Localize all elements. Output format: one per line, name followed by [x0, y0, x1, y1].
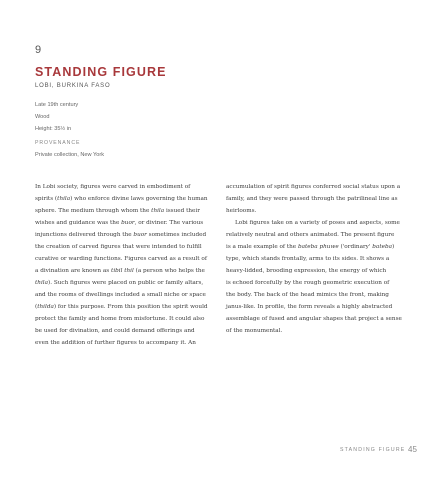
- text-line: Lobi figures take on a variety of poses and aspects, some: [235, 220, 400, 226]
- text-run: ('ordinary': [338, 244, 373, 250]
- object-metadata: [35, 99, 78, 135]
- text-line: and the rooms of dwellings included a small niche or space: [35, 292, 206, 298]
- text-line: be used for divination, and could demand offerings and: [35, 328, 195, 334]
- italic-term: bateba phuwe: [297, 244, 339, 250]
- text-line: janus-like. In profile, the form reveals a highly abstracted: [226, 304, 393, 310]
- body-paragraph: [226, 217, 406, 337]
- text-run: sphere. The medium through whom the: [35, 208, 152, 214]
- text-line: even the addition of further figures to accompany it. An: [35, 340, 196, 346]
- text-line: type, which stands frontally, arms to its sides. It shows a: [226, 256, 390, 262]
- page-number: 45: [408, 445, 417, 454]
- text-line: In Lobi society, figures were carved in embodiment of: [35, 184, 191, 190]
- meta-date: Late 19th century: [35, 102, 79, 108]
- meta-height: Height: 35½ in: [35, 126, 72, 132]
- italic-term: bateba: [372, 244, 392, 250]
- running-footer-title: STANDING FIGURE: [340, 447, 406, 453]
- text-line: assemblage of fused and angular shapes that project a sense: [226, 316, 402, 322]
- text-line: accumulation of spirit figures conferred social status upon a: [226, 184, 401, 190]
- body-paragraph: [35, 181, 213, 349]
- italic-term: thila: [57, 196, 71, 202]
- text-run: ). Such figures were placed on public or family altars,: [47, 280, 204, 286]
- text-run: ): [392, 244, 395, 250]
- text-line: of the monumental.: [226, 328, 283, 334]
- italic-term: thila: [151, 208, 165, 214]
- text-run: spirits (: [35, 196, 58, 202]
- provenance-heading: PROVENANCE: [35, 140, 81, 146]
- text-run: injunctions delivered through the: [35, 232, 134, 238]
- text-run: a divination are known as: [35, 268, 112, 274]
- body-paragraph: [226, 181, 406, 217]
- subtitle-origin: LOBI, BURKINA FASO: [35, 83, 111, 89]
- text-run: issued their: [164, 208, 200, 214]
- text-run: ) who enforce divine laws governing the human: [70, 196, 208, 202]
- meta-material: Wood: [35, 114, 50, 120]
- body-column-right: [226, 181, 406, 337]
- text-line: heirlooms.: [226, 208, 257, 214]
- text-run: sometimes included: [146, 232, 207, 238]
- text-run: (a person who helps the: [133, 268, 205, 274]
- text-line: the body. The back of the head mimics the front, making: [226, 292, 389, 298]
- text-run: (: [35, 304, 38, 310]
- italic-term: thilda: [37, 304, 54, 310]
- italic-term: buor: [133, 232, 147, 238]
- text-line: heavy-lidded, brooding expression, the energy of which: [226, 268, 387, 274]
- text-run: , or diviner. The various: [134, 220, 204, 226]
- provenance-text: Private collection, New York: [35, 152, 105, 158]
- italic-term: tibil thil: [111, 268, 134, 274]
- text-line: is echoed forcefully by the rough geometric execution of: [226, 280, 390, 286]
- italic-term: buor: [121, 220, 135, 226]
- page-title: STANDING FIGURE: [35, 65, 167, 79]
- text-line: family, and they were passed through the patrilineal line as: [226, 196, 398, 202]
- text-line: relatively neutral and others animated. The present figure: [226, 232, 395, 238]
- italic-term: thila: [35, 280, 48, 286]
- catalog-number: 9: [35, 44, 42, 56]
- text-line: protect the family and home from misfortune. It could also: [35, 316, 205, 322]
- text-line: the creation of carved figures that were intended to fulfill: [35, 244, 202, 250]
- text-run: ) for this purpose. From this position the spirit would: [53, 304, 208, 310]
- text-run: wishes and guidance was the: [35, 220, 122, 226]
- text-line: curative or warding functions. Figures carved as a result of: [35, 256, 207, 262]
- text-run: is a male example of the: [226, 244, 298, 250]
- body-column-left: [35, 181, 213, 349]
